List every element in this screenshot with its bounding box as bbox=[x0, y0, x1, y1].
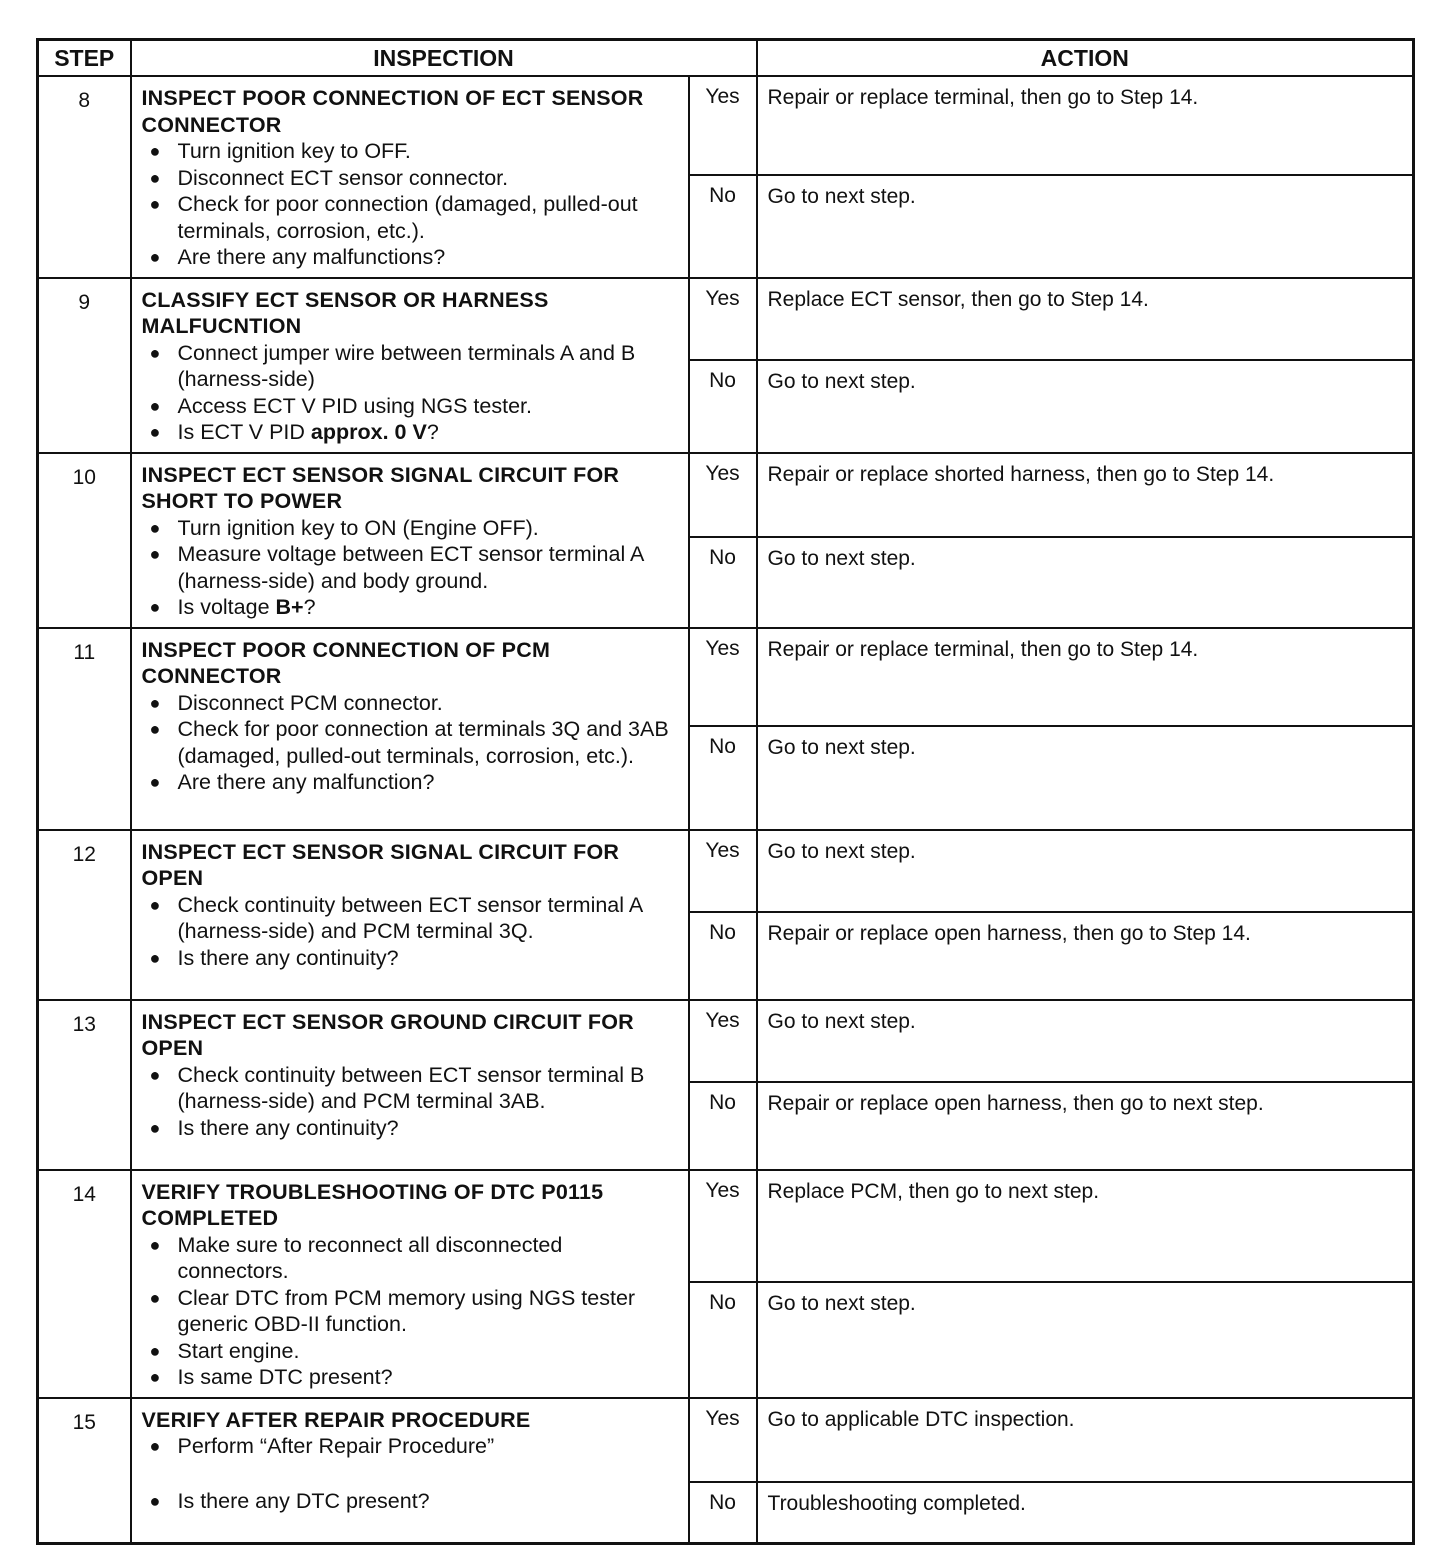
bullet-item bbox=[142, 165, 678, 192]
yes-action: Repair or replace shorted harness, then go to Step 14. bbox=[757, 453, 1414, 537]
inspection-cell bbox=[131, 453, 689, 628]
bullet-text-part: Clear DTC from PCM memory using NGS tester generic OBD-II function. bbox=[177, 1285, 636, 1336]
bullet-item bbox=[142, 191, 678, 244]
bullet-text bbox=[178, 515, 678, 542]
bullet-icon: ● bbox=[149, 1490, 161, 1511]
bullet-item bbox=[142, 541, 678, 594]
yes-label: Yes bbox=[689, 278, 757, 360]
step-number: 8 bbox=[38, 76, 131, 278]
bullet-item bbox=[142, 716, 678, 769]
bullet-text-part: Are there any malfunction? bbox=[177, 770, 435, 794]
header-step: STEP bbox=[38, 40, 131, 77]
yes-action: Go to applicable DTC inspection. bbox=[757, 1398, 1414, 1482]
bullet-text bbox=[178, 945, 678, 972]
bullet-text bbox=[178, 1364, 678, 1391]
table-row bbox=[38, 830, 1414, 912]
no-action: Troubleshooting completed. bbox=[757, 1482, 1414, 1544]
yes-action: Go to next step. bbox=[757, 1000, 1414, 1082]
inspection-cell bbox=[131, 76, 689, 278]
yes-label: Yes bbox=[689, 76, 757, 175]
troubleshooting-table bbox=[36, 38, 1415, 1545]
inspection-title: INSPECT ECT SENSOR GROUND CIRCUIT FOR OPEN bbox=[141, 1009, 634, 1060]
bullet-text-part: Is there any DTC present? bbox=[177, 1488, 430, 1513]
bullet-item bbox=[142, 1338, 678, 1365]
bullet-text-part: Check continuity between ECT sensor terminal B (harness-side) and PCM terminal 3AB. bbox=[177, 1062, 645, 1113]
bullet-icon: ● bbox=[149, 194, 161, 214]
inspection-cell bbox=[131, 278, 689, 453]
no-label: No bbox=[689, 912, 757, 1000]
table-row bbox=[38, 628, 1414, 726]
bullet-icon: ● bbox=[149, 517, 161, 538]
bullet-item bbox=[142, 594, 678, 621]
bullet-text bbox=[178, 1285, 678, 1338]
no-label: No bbox=[689, 1482, 757, 1544]
inspection-title: INSPECT POOR CONNECTION OF PCM CONNECTOR bbox=[141, 637, 551, 688]
bullet-text-part: Is there any continuity? bbox=[177, 1115, 399, 1140]
bullet-text-part: Are there any malfunctions? bbox=[177, 245, 446, 269]
table-row bbox=[38, 1170, 1414, 1282]
bullet-icon: ● bbox=[149, 247, 161, 267]
bullet-item bbox=[142, 1285, 678, 1338]
no-action: Go to next step. bbox=[757, 1282, 1414, 1398]
bullet-icon: ● bbox=[149, 1436, 161, 1456]
table-row bbox=[38, 453, 1414, 537]
header-row bbox=[38, 40, 1414, 77]
bullet-item bbox=[142, 419, 678, 446]
inspection-cell bbox=[131, 1170, 689, 1398]
bullet-icon: ● bbox=[149, 1234, 161, 1255]
table-row bbox=[38, 76, 1414, 175]
table-body bbox=[38, 76, 1414, 1544]
no-label: No bbox=[689, 537, 757, 628]
table-row bbox=[38, 278, 1414, 360]
yes-action: Replace ECT sensor, then go to Step 14. bbox=[757, 278, 1414, 360]
bullet-item bbox=[142, 769, 678, 796]
step-number: 15 bbox=[38, 1398, 131, 1544]
inspection-cell bbox=[131, 1000, 689, 1170]
no-label: No bbox=[689, 175, 757, 278]
header-action: ACTION bbox=[757, 40, 1414, 77]
inspection-title: CLASSIFY ECT SENSOR OR HARNESS MALFUCNTION bbox=[141, 287, 549, 338]
bullet-icon: ● bbox=[149, 947, 161, 968]
bullet-icon: ● bbox=[149, 167, 161, 188]
bullet-text-part: Start engine. bbox=[177, 1338, 300, 1363]
yes-action: Go to next step. bbox=[757, 830, 1414, 912]
bullet-text bbox=[178, 892, 678, 945]
no-action: Go to next step. bbox=[757, 175, 1414, 278]
no-label: No bbox=[689, 726, 757, 830]
bullet-text-part: Turn ignition key to ON (Engine OFF). bbox=[177, 515, 539, 540]
bullet-text-part: Check for poor connection at terminals 3Q and 3AB (damaged, pulled-out terminals, corrosion, etc.). bbox=[177, 717, 669, 768]
step-number: 12 bbox=[38, 830, 131, 1000]
inspection-title: VERIFY AFTER REPAIR PROCEDURE bbox=[141, 1407, 531, 1432]
bullet-icon: ● bbox=[149, 1287, 161, 1308]
bullet-item bbox=[142, 1115, 678, 1142]
bullet-text-part: Disconnect ECT sensor connector. bbox=[177, 165, 509, 190]
bullet-bold-value: B+ bbox=[275, 595, 304, 619]
bullet-item bbox=[142, 138, 678, 165]
no-label: No bbox=[689, 360, 757, 453]
inspection-title: INSPECT ECT SENSOR SIGNAL CIRCUIT FOR SHORT TO POWER bbox=[141, 462, 620, 513]
bullet-icon: ● bbox=[149, 772, 161, 792]
no-action: Go to next step. bbox=[757, 537, 1414, 628]
yes-label: Yes bbox=[689, 1000, 757, 1082]
inspection-cell bbox=[131, 830, 689, 1000]
bullet-suffix: ? bbox=[303, 595, 316, 619]
bullet-icon: ● bbox=[149, 422, 161, 442]
bullet-text-part: Measure voltage between ECT sensor terminal A (harness-side) and body ground. bbox=[177, 542, 644, 593]
bullet-text-part: Access ECT V PID using NGS tester. bbox=[177, 393, 532, 418]
bullet-icon: ● bbox=[149, 597, 161, 617]
no-action: Repair or replace open harness, then go to next step. bbox=[757, 1082, 1414, 1170]
table-row bbox=[38, 1398, 1414, 1482]
bullet-text-part: Turn ignition key to OFF. bbox=[177, 139, 411, 163]
inspection-cell bbox=[131, 1398, 689, 1544]
bullet-text-part: Is voltage bbox=[177, 595, 276, 619]
bullet-text bbox=[178, 191, 678, 244]
bullet-text-part: Is there any continuity? bbox=[177, 945, 399, 970]
bullet-icon: ● bbox=[149, 719, 161, 739]
bullet-icon: ● bbox=[149, 544, 161, 564]
bullet-text bbox=[178, 419, 678, 446]
spacer bbox=[142, 1460, 678, 1488]
bullet-text bbox=[178, 541, 678, 594]
bullet-icon: ● bbox=[149, 1367, 161, 1387]
bullet-icon: ● bbox=[149, 894, 161, 915]
bullet-icon: ● bbox=[149, 342, 161, 363]
bullet-icon: ● bbox=[149, 395, 161, 416]
bullet-text bbox=[178, 1232, 678, 1285]
yes-action: Repair or replace terminal, then go to Step 14. bbox=[757, 628, 1414, 726]
bullet-suffix: ? bbox=[426, 420, 439, 444]
table-row bbox=[38, 1000, 1414, 1082]
bullet-text-part: Is same DTC present? bbox=[177, 1365, 393, 1389]
bullet-item bbox=[142, 1488, 678, 1515]
inspection-title: INSPECT ECT SENSOR SIGNAL CIRCUIT FOR OPEN bbox=[141, 839, 620, 890]
yes-label: Yes bbox=[689, 830, 757, 912]
bullet-text bbox=[178, 1338, 678, 1365]
yes-label: Yes bbox=[689, 453, 757, 537]
no-action: Go to next step. bbox=[757, 726, 1414, 830]
bullet-text bbox=[178, 594, 678, 621]
bullet-item bbox=[142, 1364, 678, 1391]
bullet-item bbox=[142, 690, 678, 717]
header-inspection: INSPECTION bbox=[131, 40, 757, 77]
bullet-icon: ● bbox=[149, 141, 161, 161]
bullet-item bbox=[142, 244, 678, 271]
inspection-cell bbox=[131, 628, 689, 830]
bullet-text-part: Is ECT V PID bbox=[177, 420, 311, 444]
bullet-item bbox=[142, 515, 678, 542]
bullet-text bbox=[178, 1433, 678, 1460]
step-number: 11 bbox=[38, 628, 131, 830]
bullet-text-part: Make sure to reconnect all disconnected connectors. bbox=[177, 1232, 563, 1283]
bullet-item bbox=[142, 1433, 678, 1460]
bullet-item bbox=[142, 945, 678, 972]
bullet-text-part: Check continuity between ECT sensor terminal A (harness-side) and PCM terminal 3Q. bbox=[177, 892, 642, 943]
bullet-text bbox=[178, 1062, 678, 1115]
no-label: No bbox=[689, 1082, 757, 1170]
bullet-text bbox=[178, 393, 678, 420]
yes-label: Yes bbox=[689, 1398, 757, 1482]
bullet-text-part: Check for poor connection (damaged, pulled-out terminals, corrosion, etc.). bbox=[177, 192, 638, 243]
no-label: No bbox=[689, 1282, 757, 1398]
bullet-item bbox=[142, 892, 678, 945]
bullet-icon: ● bbox=[149, 692, 161, 713]
no-action: Go to next step. bbox=[757, 360, 1414, 453]
bullet-text bbox=[178, 340, 678, 393]
bullet-icon: ● bbox=[149, 1340, 161, 1361]
bullet-text bbox=[178, 690, 678, 717]
bullet-text-part: Disconnect PCM connector. bbox=[177, 690, 443, 715]
yes-action: Replace PCM, then go to next step. bbox=[757, 1170, 1414, 1282]
bullet-icon: ● bbox=[149, 1064, 161, 1085]
bullet-text bbox=[178, 165, 678, 192]
step-number: 13 bbox=[38, 1000, 131, 1170]
step-number: 14 bbox=[38, 1170, 131, 1398]
bullet-text bbox=[178, 1488, 678, 1515]
bullet-item bbox=[142, 340, 678, 393]
step-number: 9 bbox=[38, 278, 131, 453]
yes-label: Yes bbox=[689, 628, 757, 726]
bullet-text-part: Connect jumper wire between terminals A and B (harness-side) bbox=[177, 340, 636, 391]
bullet-item bbox=[142, 1062, 678, 1115]
bullet-icon: ● bbox=[149, 1117, 161, 1138]
bullet-text bbox=[178, 769, 678, 796]
yes-action: Repair or replace terminal, then go to Step 14. bbox=[757, 76, 1414, 175]
bullet-text bbox=[178, 244, 678, 271]
bullet-bold-value: approx. 0 V bbox=[310, 420, 427, 444]
yes-label: Yes bbox=[689, 1170, 757, 1282]
inspection-title: VERIFY TROUBLESHOOTING OF DTC P0115 COMPLETED bbox=[141, 1179, 604, 1230]
bullet-text-part: Perform “After Repair Procedure” bbox=[177, 1434, 495, 1458]
no-action: Repair or replace open harness, then go to Step 14. bbox=[757, 912, 1414, 1000]
bullet-item bbox=[142, 1232, 678, 1285]
bullet-item bbox=[142, 393, 678, 420]
bullet-text bbox=[178, 1115, 678, 1142]
step-number: 10 bbox=[38, 453, 131, 628]
bullet-text bbox=[178, 716, 678, 769]
bullet-text bbox=[178, 138, 678, 165]
inspection-title: INSPECT POOR CONNECTION OF ECT SENSOR CONNECTOR bbox=[141, 86, 644, 137]
